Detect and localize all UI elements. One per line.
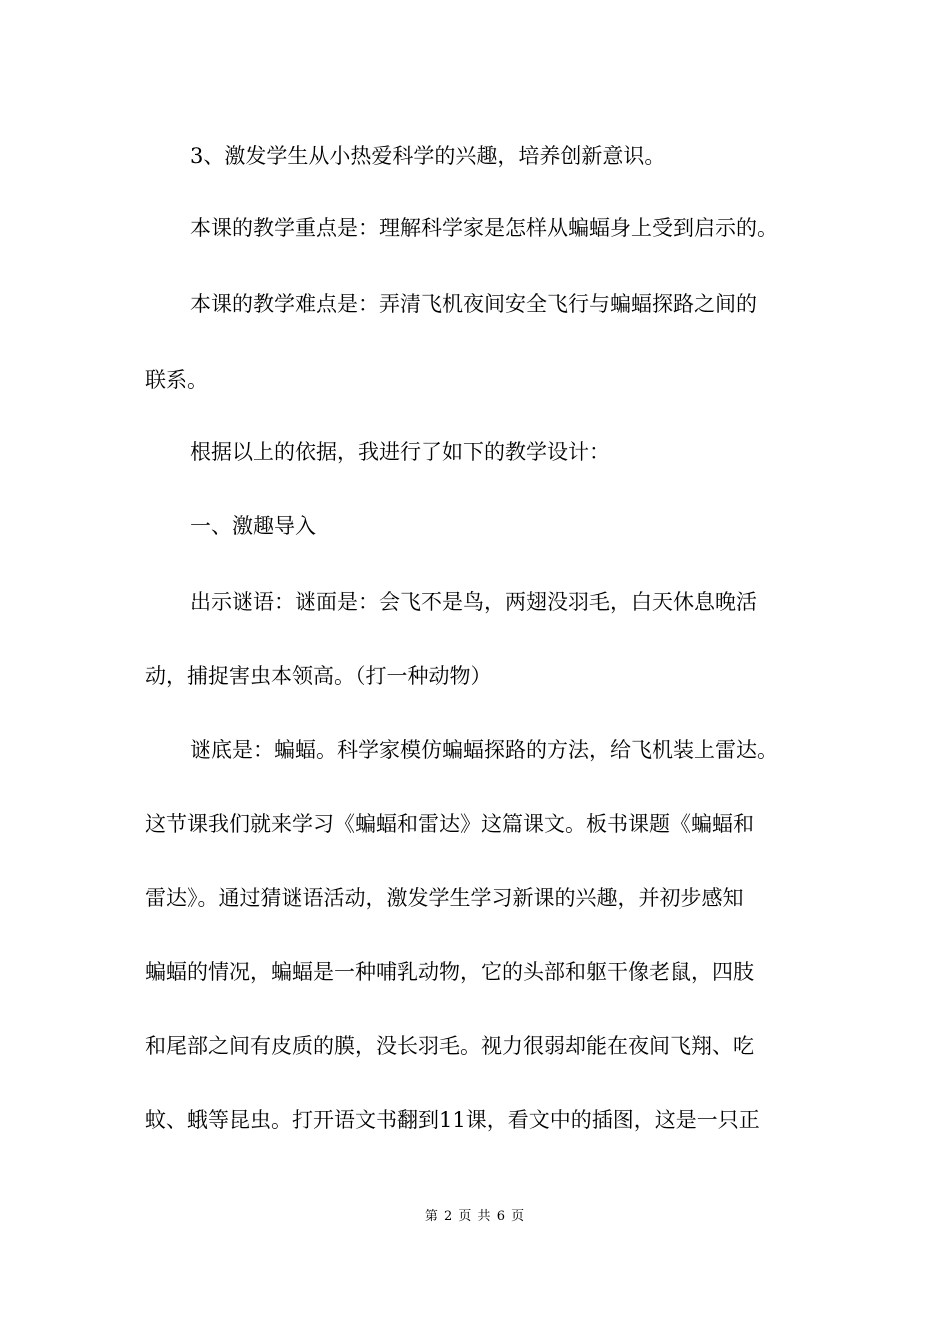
- paragraph-line: 根据以上的依据，我进行了如下的教学设计：: [190, 440, 610, 464]
- paragraph-line: 蝙蝠的情况，蝙蝠是一种哺乳动物，它的头部和躯干像老鼠，四肢: [145, 960, 754, 984]
- page-number-footer: 第 2 页 共 6 页: [424, 1209, 526, 1224]
- paragraph-line: 本课的教学难点是：弄清飞机夜间安全飞行与蝙蝠探路之间的: [190, 292, 757, 316]
- paragraph-line: 蚊、蛾等昆虫。打开语文书翻到11课，看文中的插图，这是一只正: [145, 1108, 760, 1132]
- paragraph-line: 联系。: [145, 368, 208, 392]
- paragraph-line: 雷达》。通过猜谜语活动，激发学生学习新课的兴趣，并初步感知: [145, 886, 744, 910]
- paragraph-line: 谜底是：蝙蝠。科学家模仿蝙蝠探路的方法，给飞机装上雷达。: [190, 738, 778, 762]
- paragraph-line: 这节课我们就来学习《蝙蝠和雷达》这篇课文。板书课题《蝙蝠和: [145, 812, 754, 836]
- paragraph-line: 本课的教学重点是：理解科学家是怎样从蝙蝠身上受到启示的。: [190, 216, 778, 240]
- paragraph-line: 动，捕捉害虫本领高。（打一种动物）: [145, 664, 492, 688]
- paragraph-line: 和尾部之间有皮质的膜，没长羽毛。视力很弱却能在夜间飞翔、吃: [145, 1034, 754, 1058]
- paragraph-line: 出示谜语：谜面是：会飞不是鸟，两翅没羽毛，白天休息晚活: [190, 590, 757, 614]
- section-heading: 一、激趣导入: [190, 514, 316, 538]
- paragraph-line: 3、激发学生从小热爱科学的兴趣，培养创新意识。: [190, 144, 666, 168]
